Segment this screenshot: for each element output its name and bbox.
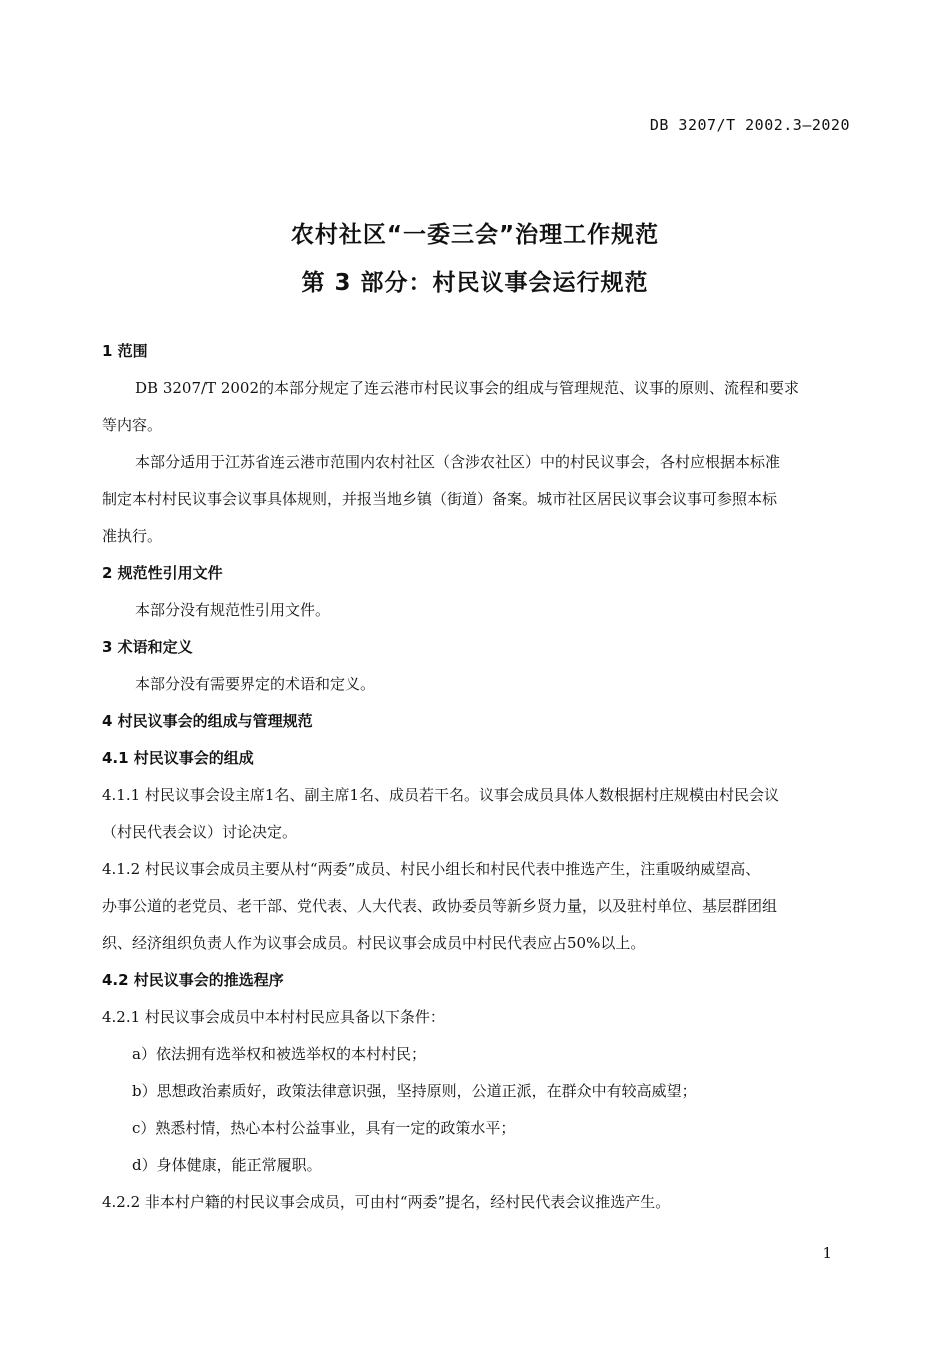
document-subtitle: 第 3 部分：村民议事会运行规范: [301, 270, 649, 296]
section-heading-terms: 3 术语和定义: [102, 638, 193, 656]
list-item: c）熟悉村情，热心本村公益事业，具有一定的政策水平；: [132, 1119, 516, 1137]
clause-line: 办事公道的老党员、老干部、党代表、人大代表、政协委员等新乡贤力量，以及驻村单位、基层群团组: [102, 897, 778, 915]
clause-line: 4.2.1 村民议事会成员中本村村民应具备以下条件：: [102, 1008, 445, 1026]
paragraph-line: 制定本村村民议事会议事具体规则，并报当地乡镇（街道）备案。城市社区居民议事会议事可参照本标: [102, 490, 778, 508]
document-code: DB 3207/T 2002.3—2020: [649, 116, 850, 134]
paragraph-line: 准执行。: [102, 527, 163, 545]
clause-line: 4.2.2 非本村户籍的村民议事会成员，可由村“两委”提名，经村民代表会议推选产生。: [102, 1193, 671, 1211]
paragraph-line: 本部分没有规范性引用文件。: [135, 601, 331, 619]
paragraph-line: 本部分适用于江苏省连云港市范围内农村社区（含涉农社区）中的村民议事会，各村应根据本标准: [135, 453, 781, 471]
clause-line: 4.1.1 村民议事会设主席1名、副主席1名、成员若干名。议事会成员具体人数根据村庄规模由村民会议: [102, 786, 780, 804]
paragraph-line: 本部分没有需要界定的术语和定义。: [135, 675, 376, 693]
clause-line: （村民代表会议）讨论决定。: [102, 823, 298, 841]
list-item: b）思想政治素质好，政策法律意识强，坚持原则，公道正派，在群众中有较高威望；: [132, 1082, 697, 1100]
section-heading-normative-references: 2 规范性引用文件: [102, 564, 223, 582]
paragraph-line: 等内容。: [102, 416, 163, 434]
document-title: 农村社区“一委三会”治理工作规范: [290, 222, 660, 248]
section-heading-scope: 1 范围: [102, 342, 148, 360]
section-heading-composition: 4 村民议事会的组成与管理规范: [102, 712, 313, 730]
document-body: [102, 333, 852, 1221]
subsection-heading-4-1: 4.1 村民议事会的组成: [102, 749, 254, 767]
clause-line: 织、经济组织负责人作为议事会成员。村民议事会成员中村民代表应占50%以上。: [102, 934, 646, 952]
list-item: a）依法拥有选举权和被选举权的本村村民；: [132, 1045, 426, 1063]
list-item: d）身体健康，能正常履职。: [132, 1156, 322, 1174]
paragraph-line: DB 3207/T 2002的本部分规定了连云港市村民议事会的组成与管理规范、议事的原则、流程和要求: [135, 379, 799, 397]
clause-line: 4.1.2 村民议事会成员主要从村“两委”成员、村民小组长和村民代表中推选产生，注重吸纳威望高、: [102, 860, 761, 878]
page-number: 1: [822, 1244, 832, 1262]
subsection-heading-4-2: 4.2 村民议事会的推选程序: [102, 971, 284, 989]
